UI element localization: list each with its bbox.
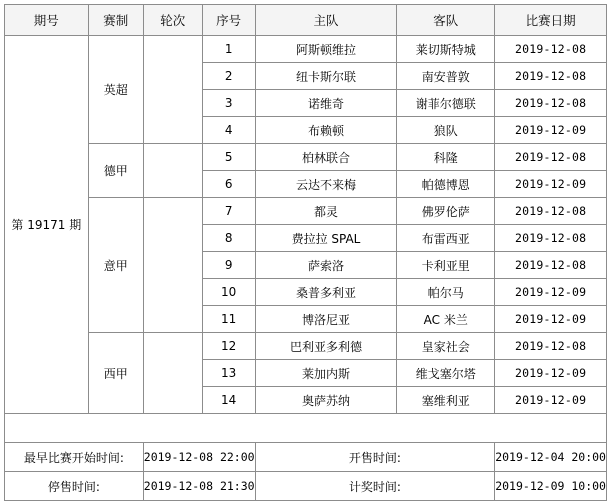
match-number: 1 — [202, 36, 255, 63]
issue-number-cell: 第 19171 期 — [5, 36, 89, 414]
away-team: 莱切斯特城 — [397, 36, 495, 63]
away-team: 卡利亚里 — [397, 252, 495, 279]
match-date: 2019-12-08 — [495, 198, 607, 225]
away-team: 帕德博恩 — [397, 171, 495, 198]
match-date: 2019-12-08 — [495, 252, 607, 279]
round-cell — [143, 333, 202, 414]
header-number: 序号 — [202, 5, 255, 36]
home-team: 萨索洛 — [255, 252, 397, 279]
home-team: 云达不来梅 — [255, 171, 397, 198]
match-date: 2019-12-09 — [495, 306, 607, 333]
away-team: 维戈塞尔塔 — [397, 360, 495, 387]
spacer-row — [5, 414, 607, 443]
match-number: 7 — [202, 198, 255, 225]
table-row — [5, 198, 607, 225]
home-team: 莱加内斯 — [255, 360, 397, 387]
away-team: 狼队 — [397, 117, 495, 144]
match-date: 2019-12-08 — [495, 63, 607, 90]
away-team: 科隆 — [397, 144, 495, 171]
earliest-start-value: 2019-12-08 22:00 — [143, 443, 255, 472]
round-cell — [143, 36, 202, 144]
table-row — [5, 333, 607, 360]
match-date: 2019-12-08 — [495, 144, 607, 171]
earliest-start-label: 最早比赛开始时间: — [5, 443, 144, 472]
home-team: 都灵 — [255, 198, 397, 225]
match-date: 2019-12-08 — [495, 36, 607, 63]
home-team: 巴利亚多利德 — [255, 333, 397, 360]
sale-open-label: 开售时间: — [255, 443, 495, 472]
match-number: 10 — [202, 279, 255, 306]
match-number: 13 — [202, 360, 255, 387]
league-cell-bundesliga: 德甲 — [88, 144, 143, 198]
league-cell-serie-a: 意甲 — [88, 198, 143, 333]
match-number: 14 — [202, 387, 255, 414]
match-number: 11 — [202, 306, 255, 333]
match-date: 2019-12-09 — [495, 117, 607, 144]
match-date: 2019-12-09 — [495, 360, 607, 387]
empty-cell — [5, 414, 607, 443]
home-team: 桑普多利亚 — [255, 279, 397, 306]
away-team: 南安普敦 — [397, 63, 495, 90]
footer-row-2 — [5, 472, 607, 501]
prize-calc-value: 2019-12-09 10:00 — [495, 472, 607, 501]
league-cell-epl: 英超 — [88, 36, 143, 144]
away-team: 帕尔马 — [397, 279, 495, 306]
match-date: 2019-12-09 — [495, 279, 607, 306]
away-team: 皇家社会 — [397, 333, 495, 360]
match-number: 9 — [202, 252, 255, 279]
header-issue: 期号 — [5, 5, 89, 36]
header-match-date: 比赛日期 — [495, 5, 607, 36]
home-team: 柏林联合 — [255, 144, 397, 171]
away-team: 塞维利亚 — [397, 387, 495, 414]
match-date: 2019-12-08 — [495, 333, 607, 360]
match-number: 2 — [202, 63, 255, 90]
away-team: 谢菲尔德联 — [397, 90, 495, 117]
header-round: 轮次 — [143, 5, 202, 36]
match-number: 5 — [202, 144, 255, 171]
match-date: 2019-12-08 — [495, 225, 607, 252]
home-team: 费拉拉 SPAL — [255, 225, 397, 252]
schedule-table — [4, 4, 607, 501]
league-cell-la-liga: 西甲 — [88, 333, 143, 414]
table-row — [5, 36, 607, 63]
match-date: 2019-12-09 — [495, 171, 607, 198]
prize-calc-label: 计奖时间: — [255, 472, 495, 501]
footer-row-1 — [5, 443, 607, 472]
match-number: 4 — [202, 117, 255, 144]
match-number: 3 — [202, 90, 255, 117]
home-team: 纽卡斯尔联 — [255, 63, 397, 90]
match-date: 2019-12-08 — [495, 90, 607, 117]
home-team: 阿斯顿维拉 — [255, 36, 397, 63]
header-home-team: 主队 — [255, 5, 397, 36]
away-team: 布雷西亚 — [397, 225, 495, 252]
header-away-team: 客队 — [397, 5, 495, 36]
round-cell — [143, 198, 202, 333]
home-team: 布赖顿 — [255, 117, 397, 144]
away-team: 佛罗伦萨 — [397, 198, 495, 225]
match-date: 2019-12-09 — [495, 387, 607, 414]
match-number: 12 — [202, 333, 255, 360]
header-format: 赛制 — [88, 5, 143, 36]
home-team: 博洛尼亚 — [255, 306, 397, 333]
sale-stop-label: 停售时间: — [5, 472, 144, 501]
match-number: 8 — [202, 225, 255, 252]
sale-stop-value: 2019-12-08 21:30 — [143, 472, 255, 501]
home-team: 诺维奇 — [255, 90, 397, 117]
sale-open-value: 2019-12-04 20:00 — [495, 443, 607, 472]
home-team: 奥萨苏纳 — [255, 387, 397, 414]
table-row — [5, 144, 607, 171]
match-number: 6 — [202, 171, 255, 198]
round-cell — [143, 144, 202, 198]
header-row — [5, 5, 607, 36]
away-team: AC 米兰 — [397, 306, 495, 333]
